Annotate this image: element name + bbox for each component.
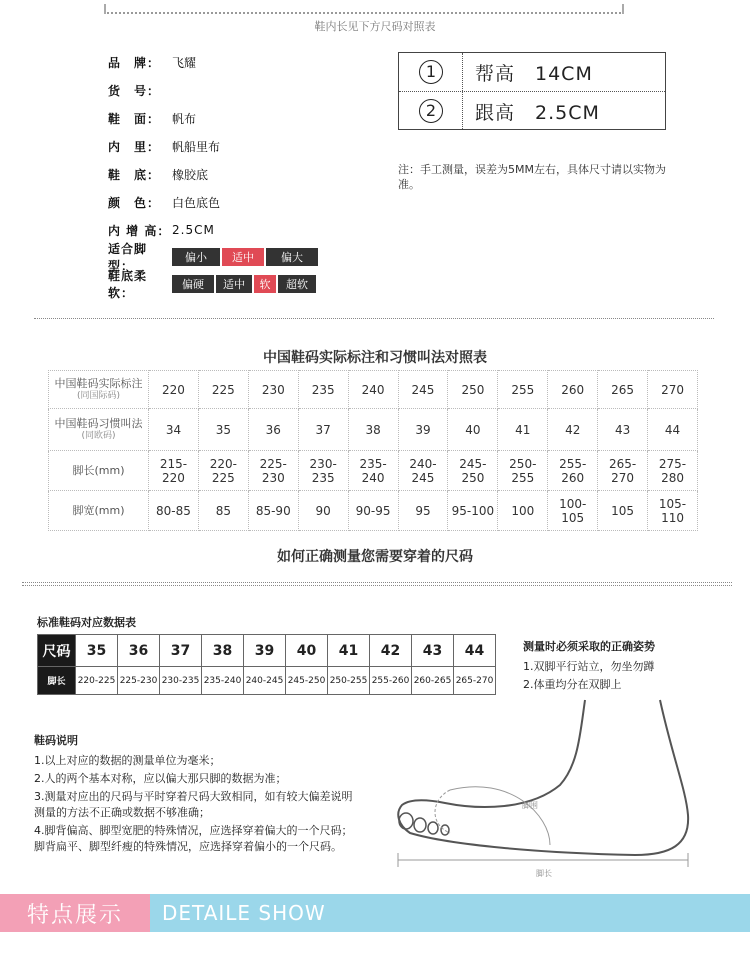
table-cell: 39	[398, 409, 448, 451]
table-cell: 265-270	[454, 667, 496, 695]
table-cell: 250-255	[328, 667, 370, 695]
divider-tick	[622, 4, 624, 14]
table-cell: 220	[149, 371, 199, 409]
table-cell: 39	[244, 635, 286, 667]
toe-shape	[414, 818, 426, 832]
note-line: 测量的方法不正确或数据不够准确；	[34, 806, 210, 819]
table-cell: 235-240	[348, 451, 398, 491]
table-cell: 42	[548, 409, 598, 451]
table-cell: 240	[348, 371, 398, 409]
posture-title: 测量时必须采取的正确姿势	[523, 640, 655, 653]
table-cell: 43	[598, 409, 648, 451]
table-cell: 260-265	[412, 667, 454, 695]
banner-en-text: DETAILE SHOW	[162, 901, 326, 925]
table-cell: 245-250	[286, 667, 328, 695]
table-cell: 42	[370, 635, 412, 667]
table-cell: 265	[598, 371, 648, 409]
softness-scale: 鞋底柔软： 偏硬 适中 软 超软	[108, 274, 318, 294]
size-table-title: 中国鞋码实际标注和习惯叫法对照表	[263, 350, 487, 366]
row-header: 中国鞋码习惯叫法 (同欧码)	[49, 409, 149, 451]
table-row	[49, 491, 698, 531]
table-cell: 41	[328, 635, 370, 667]
spec-item-number: 货 号：	[108, 83, 161, 98]
table-cell: 225-230	[118, 667, 160, 695]
section-divider	[34, 318, 714, 319]
foot-illustration	[390, 695, 710, 885]
table-cell: 260	[548, 371, 598, 409]
table-cell: 90-95	[348, 491, 398, 531]
table-cell: 240-245	[398, 451, 448, 491]
table-cell: 41	[498, 409, 548, 451]
table-cell: 80-85	[149, 491, 199, 531]
table-cell: 230-235	[160, 667, 202, 695]
table-cell: 230	[248, 371, 298, 409]
top-divider	[104, 12, 624, 14]
upper-height-row	[399, 53, 665, 91]
size-conversion-table	[48, 370, 698, 531]
table-cell: 85-90	[248, 491, 298, 531]
standard-size-table	[37, 634, 496, 695]
divider-tick	[104, 4, 106, 14]
softness-segment-bar	[172, 275, 318, 293]
feature-banner	[0, 894, 750, 932]
section-divider	[22, 582, 732, 583]
table-row	[38, 667, 496, 695]
table-cell: 95-100	[448, 491, 498, 531]
note-line: 脚背扁平、脚型纤瘦的特殊情况，应选择穿着偏小的一个尺码。	[34, 840, 342, 853]
spec-inner-lift: 内 增 高： 2.5CM	[108, 223, 215, 238]
softness-option-soft: 软	[254, 275, 276, 293]
table-cell: 36	[248, 409, 298, 451]
row-header: 脚长(mm)	[49, 451, 149, 491]
table-cell: 85	[198, 491, 248, 531]
table-cell: 37	[160, 635, 202, 667]
table-cell: 100-105	[548, 491, 598, 531]
table-cell: 220-225	[198, 451, 248, 491]
upper-height-text: 帮高 14CM	[475, 62, 593, 85]
table-cell: 40	[448, 409, 498, 451]
table-cell: 230-235	[298, 451, 348, 491]
note-line: 3.测量对应出的尺码与平时穿着尺码大致相同，如有较大偏差说明	[34, 790, 353, 803]
table-cell: 275-280	[648, 451, 698, 491]
row-header: 脚宽(mm)	[49, 491, 149, 531]
circled-number-two: 2	[419, 99, 443, 123]
table-cell: 43	[412, 635, 454, 667]
table-cell: 235	[298, 371, 348, 409]
table-cell: 250	[448, 371, 498, 409]
softness-option-medium: 适中	[216, 275, 252, 293]
length-label: 脚长	[536, 869, 552, 878]
toe-shape	[428, 822, 438, 834]
table-cell: 225-230	[248, 451, 298, 491]
softness-option-hard: 偏硬	[172, 275, 214, 293]
table-cell: 37	[298, 409, 348, 451]
banner-cn-block	[0, 894, 150, 932]
table-cell: 270	[648, 371, 698, 409]
table-cell: 105	[598, 491, 648, 531]
height-info-box	[398, 52, 666, 130]
measurement-note: 注：手工测量，误差为5MM左右，具体尺寸请以实物为准。	[398, 163, 666, 191]
table-cell: 225	[198, 371, 248, 409]
note-line: 2.人的两个基本对称，应以偏大那只脚的数据为准；	[34, 772, 287, 785]
row-header: 尺码	[38, 635, 76, 667]
table-cell: 255	[498, 371, 548, 409]
table-cell: 265-270	[598, 451, 648, 491]
spec-lining: 内 里： 帆船里布	[108, 139, 221, 154]
note-line: 4.脚背偏高、脚型宽肥的特殊情况，应选择穿着偏大的一个尺码；	[34, 824, 353, 837]
table-cell: 35	[198, 409, 248, 451]
section-divider	[22, 585, 732, 586]
table-row	[49, 371, 698, 409]
fit-segment-bar	[172, 248, 320, 266]
table-cell: 250-255	[498, 451, 548, 491]
note-line: 1.以上对应的数据的测量单位为毫米；	[34, 754, 221, 767]
spec-sole: 鞋 底： 橡胶底	[108, 167, 209, 182]
table-cell: 215-220	[149, 451, 199, 491]
size-chart-caption: 鞋内长见下方尺码对照表	[314, 20, 436, 33]
table-cell: 255-260	[370, 667, 412, 695]
table-row	[49, 451, 698, 491]
row-header: 脚长	[38, 667, 76, 695]
table-cell: 240-245	[244, 667, 286, 695]
spec-upper: 鞋 面： 帆布	[108, 111, 197, 126]
table-cell: 255-260	[548, 451, 598, 491]
girth-curve	[450, 787, 550, 845]
table-cell: 235-240	[202, 667, 244, 695]
table-cell: 38	[202, 635, 244, 667]
table-cell: 105-110	[648, 491, 698, 531]
std-table-title: 标准鞋码对应数据表	[37, 616, 136, 629]
spec-color: 颜 色： 白色底色	[108, 195, 221, 210]
howto-title: 如何正确测量您需要穿着的尺码	[277, 549, 473, 565]
table-cell: 38	[348, 409, 398, 451]
table-cell: 35	[76, 635, 118, 667]
toe-shape	[441, 825, 449, 835]
fit-option-small: 偏小	[172, 248, 220, 266]
fit-option-medium: 适中	[222, 248, 264, 266]
table-cell: 44	[648, 409, 698, 451]
height-box-hline	[399, 91, 665, 92]
table-row	[38, 635, 496, 667]
spec-brand: 品 牌： 飞耀	[108, 55, 197, 70]
girth-label: 脚围	[522, 801, 538, 810]
table-cell: 95	[398, 491, 448, 531]
toe-shape	[399, 813, 413, 829]
fit-option-large: 偏大	[266, 248, 318, 266]
posture-line: 1.双脚平行站立，勿坐勿蹲	[523, 660, 655, 673]
fit-scale: 适合脚型： 偏小 适中 偏大	[108, 247, 320, 267]
table-cell: 90	[298, 491, 348, 531]
table-cell: 44	[454, 635, 496, 667]
banner-cn-text: 特点展示	[26, 902, 123, 928]
table-cell: 36	[118, 635, 160, 667]
table-cell: 100	[498, 491, 548, 531]
posture-line: 2.体重均分在双脚上	[523, 678, 622, 691]
table-cell: 245-250	[448, 451, 498, 491]
row-header: 中国鞋码实际标注 (同国际码)	[49, 371, 149, 409]
softness-option-super-soft: 超软	[278, 275, 316, 293]
table-row	[49, 409, 698, 451]
table-cell: 40	[286, 635, 328, 667]
notes-title: 鞋码说明	[34, 734, 78, 747]
table-cell: 34	[149, 409, 199, 451]
circled-number-one: 1	[419, 60, 443, 84]
table-cell: 245	[398, 371, 448, 409]
table-cell: 220-225	[76, 667, 118, 695]
heel-height-row	[399, 92, 665, 130]
heel-height-text: 跟高 2.5CM	[475, 101, 600, 124]
